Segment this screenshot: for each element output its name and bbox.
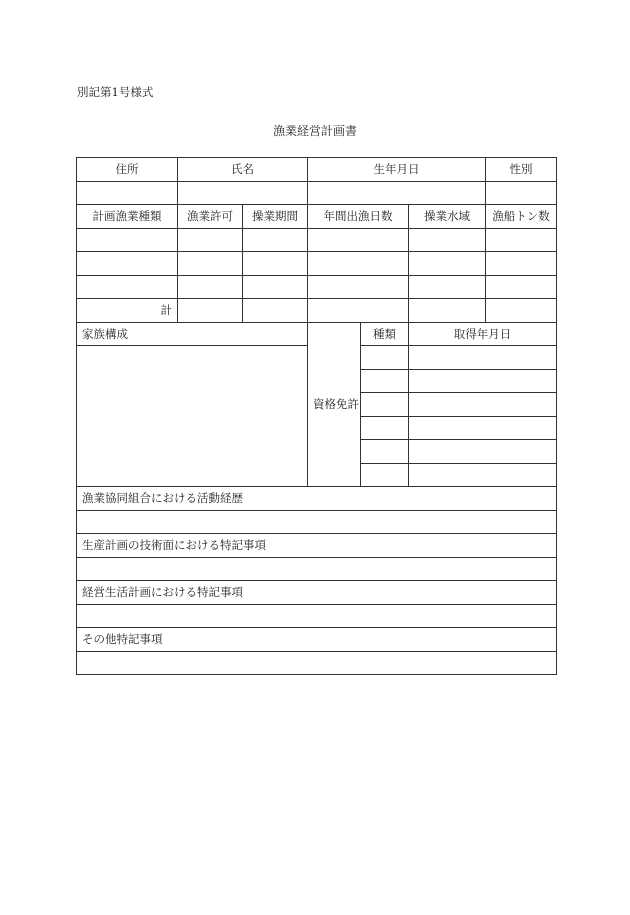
waters-cell[interactable]	[409, 252, 486, 276]
days-total-cell[interactable]	[308, 299, 409, 323]
header-period: 操業期間	[243, 205, 308, 229]
qual-date-cell[interactable]	[409, 369, 557, 393]
table-row	[77, 628, 557, 652]
qual-kind-cell[interactable]	[361, 369, 409, 393]
business-plan-table	[76, 157, 557, 675]
period-total-cell[interactable]	[243, 299, 308, 323]
coop-history-label: 漁業協同組合における活動経歴	[77, 487, 557, 511]
table-row	[77, 534, 557, 558]
qual-kind-header: 種類	[361, 322, 409, 346]
tonnage-cell[interactable]	[486, 252, 557, 276]
tonnage-cell[interactable]	[486, 228, 557, 252]
table-row	[77, 322, 557, 346]
waters-total-cell[interactable]	[409, 299, 486, 323]
qual-date-cell[interactable]	[409, 416, 557, 440]
table-row	[77, 275, 557, 299]
life-notes-cell[interactable]	[77, 604, 557, 628]
tonnage-total-cell[interactable]	[486, 299, 557, 323]
other-notes-label: その他特記事項	[77, 628, 557, 652]
qual-kind-cell[interactable]	[361, 440, 409, 464]
days-cell[interactable]	[308, 275, 409, 299]
tonnage-cell[interactable]	[486, 275, 557, 299]
license-cell[interactable]	[178, 252, 243, 276]
qual-kind-cell[interactable]	[361, 346, 409, 370]
waters-cell[interactable]	[409, 228, 486, 252]
qual-date-cell[interactable]	[409, 440, 557, 464]
header-days: 年間出漁日数	[308, 205, 409, 229]
days-cell[interactable]	[308, 228, 409, 252]
fishery-type-cell[interactable]	[77, 275, 178, 299]
table-row	[77, 299, 557, 323]
table-row	[77, 158, 557, 182]
table-row	[77, 510, 557, 534]
other-notes-cell[interactable]	[77, 651, 557, 675]
qual-date-cell[interactable]	[409, 393, 557, 417]
header-address: 住所	[77, 158, 178, 182]
qualification-label: 資格免許	[308, 322, 361, 487]
qual-date-cell[interactable]	[409, 346, 557, 370]
license-total-cell[interactable]	[178, 299, 243, 323]
header-gender: 性別	[486, 158, 557, 182]
table-row	[77, 557, 557, 581]
address-cell[interactable]	[77, 181, 178, 205]
table-row	[77, 651, 557, 675]
header-tonnage: 漁船トン数	[486, 205, 557, 229]
fishery-type-cell[interactable]	[77, 252, 178, 276]
header-fishery-type: 計画漁業種類	[77, 205, 178, 229]
table-row	[77, 181, 557, 205]
production-notes-label: 生産計画の技術面における特記事項	[77, 534, 557, 558]
header-waters: 操業水域	[409, 205, 486, 229]
table-row	[77, 487, 557, 511]
coop-history-cell[interactable]	[77, 510, 557, 534]
table-row	[77, 205, 557, 229]
qual-kind-cell[interactable]	[361, 416, 409, 440]
table-row	[77, 228, 557, 252]
qual-date-cell[interactable]	[409, 463, 557, 487]
table-row	[77, 581, 557, 605]
family-composition-cell[interactable]	[77, 346, 308, 487]
birthdate-cell[interactable]	[308, 181, 486, 205]
name-cell[interactable]	[178, 181, 308, 205]
days-cell[interactable]	[308, 252, 409, 276]
license-cell[interactable]	[178, 275, 243, 299]
form-number: 別記第1号様式	[77, 85, 154, 99]
waters-cell[interactable]	[409, 275, 486, 299]
table-row	[77, 252, 557, 276]
family-label: 家族構成	[77, 322, 308, 346]
header-name: 氏名	[178, 158, 308, 182]
header-birthdate: 生年月日	[308, 158, 486, 182]
qual-kind-cell[interactable]	[361, 463, 409, 487]
header-license: 漁業許可	[178, 205, 243, 229]
license-cell[interactable]	[178, 228, 243, 252]
qual-kind-cell[interactable]	[361, 393, 409, 417]
life-notes-label: 経営生活計画における特記事項	[77, 581, 557, 605]
period-cell[interactable]	[243, 252, 308, 276]
period-cell[interactable]	[243, 228, 308, 252]
table-row	[77, 604, 557, 628]
gender-cell[interactable]	[486, 181, 557, 205]
total-label: 計	[77, 299, 178, 323]
qual-acquired-header: 取得年月日	[409, 322, 557, 346]
production-notes-cell[interactable]	[77, 557, 557, 581]
fishery-type-cell[interactable]	[77, 228, 178, 252]
document-title: 漁業経営計画書	[272, 124, 357, 138]
period-cell[interactable]	[243, 275, 308, 299]
